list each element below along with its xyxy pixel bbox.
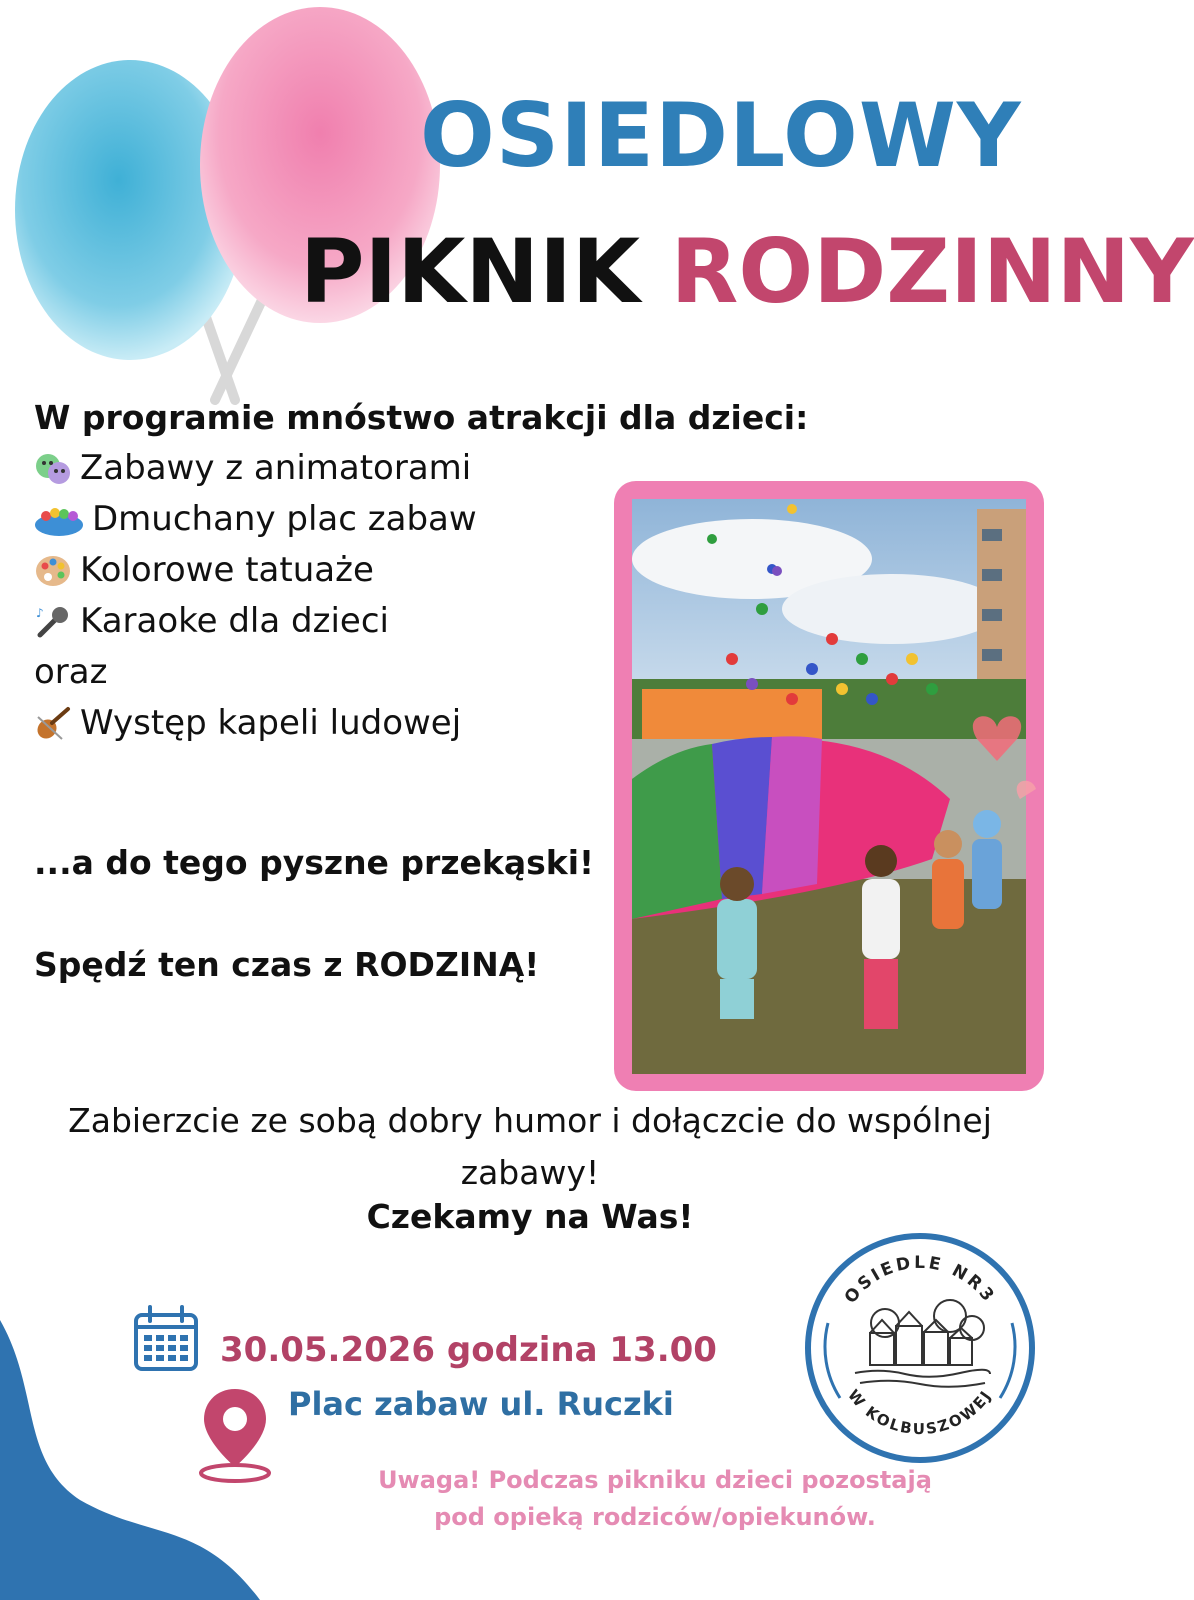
list-item-label: Występ kapeli ludowej bbox=[80, 703, 462, 743]
list-item-label: Kolorowe tatuaże bbox=[80, 550, 374, 590]
title-line-1: OSIEDLOWY bbox=[420, 84, 1022, 187]
palette-icon bbox=[34, 554, 72, 588]
svg-text:♪: ♪ bbox=[36, 605, 44, 620]
list-item-label: oraz bbox=[34, 652, 108, 692]
list-item bbox=[34, 698, 614, 749]
list-item bbox=[34, 494, 614, 545]
event-date: 30.05.2026 godzina 13.00 bbox=[220, 1330, 717, 1370]
list-item bbox=[34, 596, 614, 647]
cotton-candy-illustration bbox=[0, 0, 500, 420]
title-rodzinny: RODZINNY bbox=[670, 220, 1194, 323]
title-piknik: PIKNIK bbox=[300, 220, 641, 323]
event-place: Plac zabaw ul. Ruczki bbox=[288, 1385, 674, 1423]
snacks-text: ...a do tego pyszne przekąski! bbox=[34, 843, 595, 882]
waiting-text: Czekamy na Was! bbox=[366, 1197, 694, 1236]
list-item-label: Zabawy z animatorami bbox=[80, 448, 472, 488]
list-item bbox=[34, 443, 614, 494]
list-item-label: Karaoke dla dzieci bbox=[80, 601, 389, 641]
safety-note-line-2: pod opieką rodziców/opiekunów. bbox=[434, 1503, 876, 1531]
title-line-2 bbox=[300, 220, 1194, 323]
picnic-photo bbox=[632, 499, 1026, 1074]
safety-note-line-1: Uwaga! Podczas pikniku dzieci pozostają bbox=[378, 1466, 932, 1494]
theater-masks-icon bbox=[34, 452, 72, 486]
ball-pit-icon bbox=[34, 503, 84, 537]
location-pin-icon bbox=[196, 1385, 274, 1485]
logo-top-text: OSIEDLE NR3 bbox=[840, 1252, 1000, 1308]
violin-icon bbox=[34, 707, 72, 741]
list-item bbox=[34, 545, 614, 596]
list-item bbox=[34, 647, 614, 698]
list-item-label: Dmuchany plac zabaw bbox=[92, 499, 477, 539]
logo-bottom-text: W KOLBUSZOWEJ bbox=[844, 1386, 996, 1439]
osiedle-logo bbox=[800, 1228, 1040, 1468]
microphone-icon bbox=[34, 605, 72, 639]
invite-text: Zabierzcie ze sobą dobry humor i dołączcie do wspólnej zabawy! bbox=[68, 1101, 992, 1192]
family-text: Spędź ten czas z RODZINĄ! bbox=[34, 945, 540, 984]
program-heading: W programie mnóstwo atrakcji dla dzieci: bbox=[34, 398, 809, 437]
program-list bbox=[34, 398, 809, 749]
safety-note bbox=[340, 1462, 970, 1536]
calendar-icon bbox=[132, 1305, 200, 1373]
